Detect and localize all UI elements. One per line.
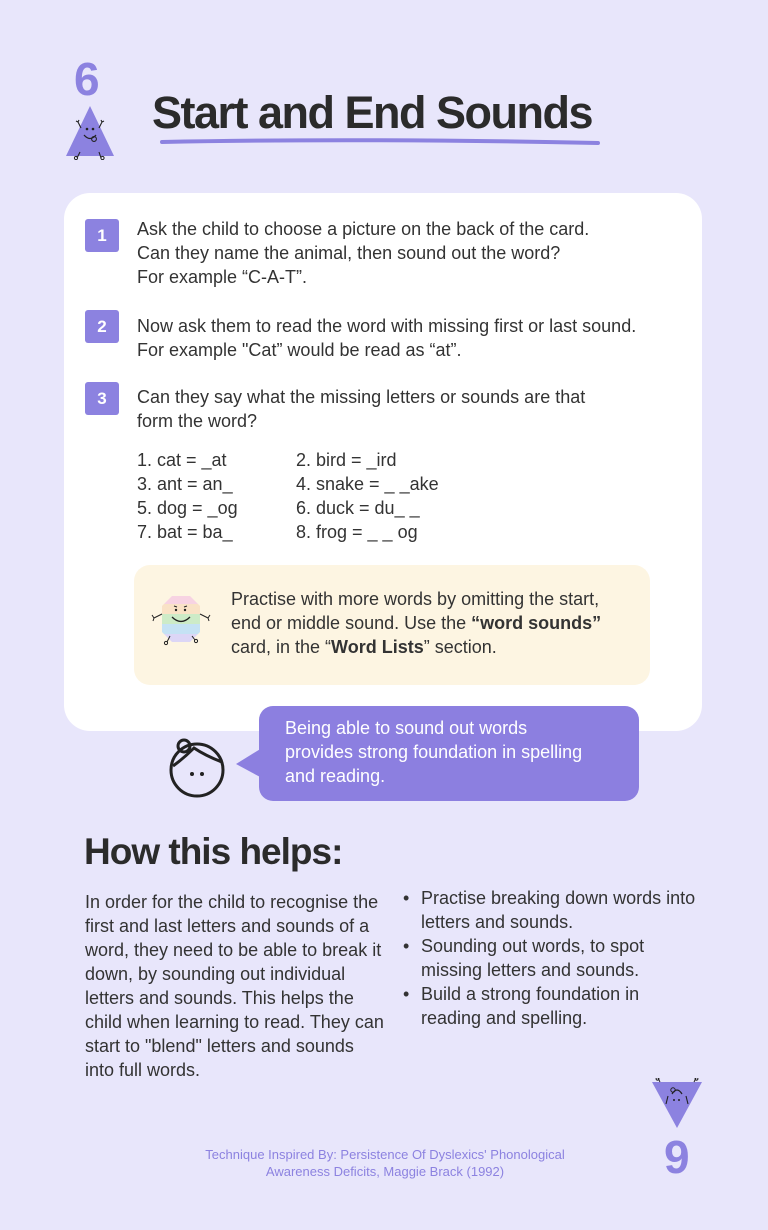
word-example: 4. snake = _ _ake (296, 474, 439, 494)
page-number: 9 (664, 1131, 690, 1183)
word-example: 8. frog = _ _ og (296, 522, 418, 542)
how-this-helps-paragraph: In order for the child to recognise the first and last letters and sounds of a word, they need to be able to break it down, by sounding out individual letters and sounds. This helps the child when learning to read. They can start to "blend" letters and sounds into full words. (85, 892, 384, 1080)
bubble-line: Being able to sound out words (285, 718, 528, 738)
benefits-list (403, 886, 703, 1030)
step-badge-2: 2 (85, 310, 119, 343)
word-example: 1. cat = _at (137, 450, 227, 470)
step-2-line: For example "Cat” would be read as “at”. (137, 340, 462, 360)
tip-line (231, 635, 641, 659)
word-examples-left (137, 448, 287, 544)
benefit-item: • Practise breaking down words into letters and sounds. (403, 886, 703, 934)
how-this-helps-heading: How this helps: (84, 831, 343, 872)
activity-number: 6 (74, 53, 100, 105)
word-examples-right (296, 448, 476, 544)
bubble-line: provides strong foundation in spelling (285, 742, 583, 762)
credit-line: Awareness Deficits, Maggie Brack (1992) (265, 1164, 505, 1179)
word-example: 3. ant = an_ (137, 474, 233, 494)
step-1-line: For example “C-A-T”. (137, 267, 308, 287)
inverted-triangle-mascot-icon (650, 1078, 704, 1130)
credit-line: Technique Inspired By: Persistence Of Dyslexics' Phonological (205, 1147, 565, 1162)
word-example: 7. bat = ba_ (137, 522, 233, 542)
child-face-icon (164, 734, 230, 798)
step-3-line: Can they say what the missing letters or sounds are that (137, 387, 586, 407)
step-1-line: Can they name the animal, then sound out the word? (137, 243, 561, 263)
word-sounds-card-reference: “word sounds” (471, 613, 602, 633)
word-example: 6. duck = du_ _ (296, 498, 420, 518)
step-badge-1: 1 (85, 219, 119, 252)
step-3-line: form the word? (137, 411, 258, 431)
word-example: 2. bird = _ird (296, 450, 397, 470)
technique-credit (180, 1146, 590, 1180)
step-3-text (137, 385, 677, 433)
benefit-item: • Sounding out words, to spot missing letters and sounds. (403, 934, 703, 982)
tip-text-part: end or middle sound. Use the (231, 613, 472, 633)
title-underline (160, 136, 600, 148)
word-example: 5. dog = _og (137, 498, 238, 518)
step-2-text (137, 314, 697, 362)
step-badge-3: 3 (85, 382, 119, 415)
tip-line: Practise with more words by omitting the start, (231, 589, 600, 609)
step-2-line: Now ask them to read the word with missing first or last sound. (137, 316, 637, 336)
benefit-item: • Build a strong foundation in reading and spelling. (403, 982, 703, 1030)
tip-text (231, 587, 641, 659)
tip-text-part: card, in the “ (231, 637, 332, 657)
tip-line (231, 611, 641, 635)
triangle-mascot-icon (64, 104, 116, 160)
bubble-line: and reading. (285, 766, 386, 786)
rainbow-octagon-mascot-icon (150, 594, 212, 646)
word-lists-section-reference: Word Lists (331, 637, 424, 657)
tip-text-part: ” section. (423, 637, 497, 657)
step-1-text (137, 217, 677, 289)
step-1-line: Ask the child to choose a picture on the back of the card. (137, 219, 590, 239)
speech-bubble-text (285, 716, 625, 788)
page-title: Start and End Sounds (152, 87, 593, 138)
